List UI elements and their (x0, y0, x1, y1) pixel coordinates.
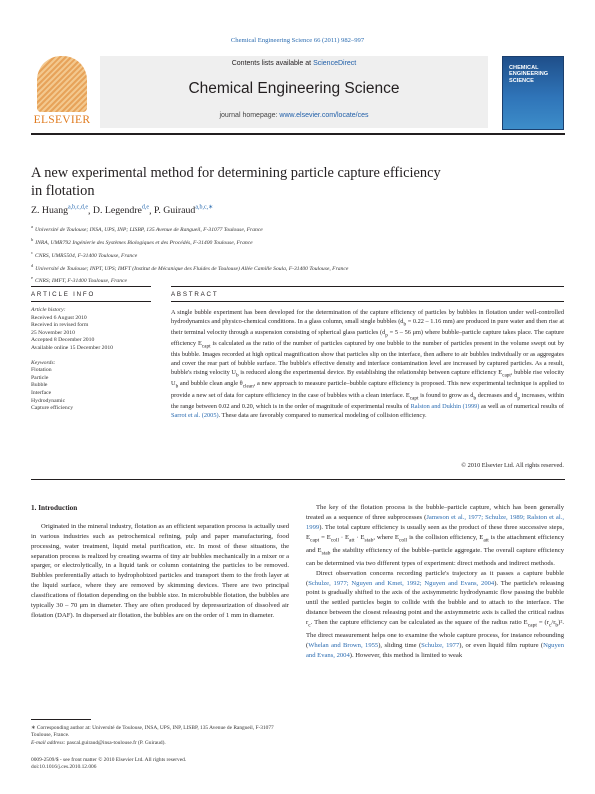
issn-line: 0009-2509/$ - see front matter © 2010 Elsevier Ltd. All rights reserved. (31, 757, 187, 763)
history-item: 25 November 2010 (31, 329, 75, 336)
journal-masthead (100, 56, 488, 128)
article-title: A new experimental method for determining particle capture efficiency in flotation (31, 165, 441, 199)
sciencedirect-link[interactable]: ScienceDirect (313, 60, 357, 67)
journal-title: Chemical Engineering Science (188, 80, 400, 97)
keyword: Particle (31, 374, 49, 381)
keyword: Bubble (31, 382, 48, 389)
keyword: Interface (31, 389, 52, 396)
abstract-text: A single bubble experiment has been developed for the determination of the capture efficiency of particles by bubbles in flotation under well-controlled hydrodynamics and physico-chemical conditions. In a glass column, small single bubbles ($d_b = 0.22 - 1.16$ mm) are produced in pure water and then rise at their terminal velocity through a suspension consisting of spherical glass particles ($d_p = 5 - 56$ μm) where bubble–particle capture takes place. The capture efficiency $E_{capt}$ is calculated as the ratio of the number of particles captured by one bubble to the number of particles present in the volume swept out by this bubble. Images recorded at high optical magnification show that particles slip on the interface, then adhere to air bubbles individually or as aggregates and cover the rear part of bubble surface. The bubble's effective density and interface contamination level are increased by captured particles. As a result, bubble's rising velocity $U_b$ is reduced along the experimental device. By establishing the relationship between capture efficiency $E_{capt}$, bubble rise velocity $U_b$ and bubble clean angle $\theta_{clean}$, a new approach to measure particle–bubble capture efficiency is proposed. This new experimental technique is applied to provide a new set of data for capture efficiency in the case of bubbles with a clean interface. $E_{capt}$ is found to grow as $d_b$ decreases and $d_p$ increases, within the range between 0.02 and 0.20, which is in the order of magnitude of experimental results of Ralston and Dukhin (1999) as well as of numerical results of Sarrot et al. (2005). These data are favorably compared to numerical modeling of collision efficiency. (171, 309, 565, 419)
article-info (31, 307, 151, 413)
affiliation: $^b$INRA, UMR792 Ingénierie des Systèmes Biologiques et des Procédés, F-31400 Toulouse, France (31, 236, 253, 246)
keywords-label: Keywords: (31, 359, 56, 366)
affiliation: $^c$CNRS, UMR5504, F-31400 Toulouse, France (31, 249, 138, 259)
paragraph: Originated in the mineral industry, flotation as an efficient separation process is actually used in various industries such as petrochemical refining, pulp and paper manufacturing, food processing, water treatment, liquid metal purification, etc. In most of these situations, the separation process is realized by creating swarms of tiny air bubbles mechanically in a mixer or a sparger, or electrolytically, in a liquid tank or column containing the particles to be removed. Bubbles preferentially attach to hydrophobized particles and transport them to the froth layer at the liquid surface, where they are removed by skimming devices. There are two principal classifications of flotation depending on the bubble size. In microbubble flotation, the bubbles are typically 30 – 70 μm in diameter. They are often produced by depressurization of dissolved air flotation (DAF). In dispersed air flotation, the bubbles are on the order of 1 mm in diameter. (31, 523, 290, 619)
affiliation: $^a$Université de Toulouse; INSA, UPS, INP; LISBP, 135 Avenue de Rangueil, F-31077 Toulouse, France (31, 224, 263, 233)
contents-line: Contents lists available at ScienceDirect (231, 60, 357, 67)
cover-title: CHEMICAL ENGINEERING SCIENCE (509, 65, 549, 84)
footer-meta (31, 757, 289, 772)
keyword: Capture efficiency (31, 405, 74, 412)
paragraph: The key of the flotation process is the bubble–particle capture, which has been generally treated as a sequence of three subprocesses (Jameson et al., 1977; Schulze, 1989; Ralston et al., 1999). The total capture efficiency is usually seen as the product of these three successive steps, $E_{capt} = E_{coll} \cdot E_{att} \cdot E_{stab}$, where $E_{coll}$ is the collision efficiency, $E_{att}$ is the attachment efficiency and $E_{stab}$ the stability efficiency of the bubble–particle aggregate. The overall capture efficiency can be determined via two different types of experiment: direct methods and indirect methods. (306, 504, 564, 567)
paragraph: Direct observation concerns recording particle's trajectory as it passes a capture bubble (Schulze, 1977; Nguyen and Kmet, 1992; Nguyen and Evans, 2004). The particle's releasing point is gradually shifted to the axis of the axisymmetric hydrodynamic flow passing the bubble until the settled particles begin to collide with the bubble and to attach to the interface. The distance between the closest releasing point and the axisymmetric axis is called the critical radius $r_c$. Then the capture efficiency can be calculated as the square of the radius ratio $E_{capt} = (r_c/r_b)^2$. The direct measurement helps one to examine the whole capture process, for instance rebounding (Whelan and Brown, 1955), sliding time (Schulze, 1977), or even liquid film rupture (Nguyen and Evans, 2004). However, this method is limited to weak (306, 569, 565, 659)
corresponding-author: ∗ Corresponding author at: Université de Toulouse, INSA, UPS, INP, LISBP, 135 Avenue de Rangueil, F-31077 Toulouse, France. (31, 725, 274, 739)
affiliation: $^e$CNRS; IMFT, F-31400 Toulouse, France (31, 275, 127, 285)
citation-link[interactable]: Jameson et al., 1977; Schulze, 1989; Ralston et al., 1999 (306, 513, 564, 531)
abstract-heading: ABSTRACT (171, 291, 219, 298)
section-heading-introduction: 1. Introduction (31, 504, 78, 512)
elsevier-logo[interactable] (31, 56, 93, 130)
left-column (31, 522, 289, 620)
article-info-heading: ARTICLE INFO (31, 291, 96, 298)
citation-link[interactable]: Ralston and Dukhin (1999) (410, 402, 480, 410)
citation-link[interactable]: Schulze, 1977; Nguyen and Kmet, 1992; Nguyen and Evans, 2004 (308, 579, 495, 587)
citation-link[interactable]: Whelan and Brown, 1955 (308, 641, 379, 649)
citation-link[interactable]: Sarrot et al. (2005) (171, 411, 219, 419)
citation-link[interactable]: Schulze, 1977 (421, 641, 460, 649)
email-link[interactable]: pascal.guiraud@insa-toulouse.fr (P. Guiraud). (66, 739, 166, 746)
doi-line[interactable]: doi:10.1016/j.ces.2010.12.006 (31, 764, 97, 771)
journal-cover-image[interactable] (502, 56, 564, 130)
journal-reference[interactable]: Chemical Engineering Science 66 (2011) 982–997 (230, 37, 365, 44)
footnote (31, 725, 289, 747)
copyright: © 2010 Elsevier Ltd. All rights reserved. (461, 462, 564, 469)
author[interactable]: Z. Huang$^{a,b,c,d,e}$ (31, 205, 89, 217)
author[interactable]: D. Legendre$^{d,e}$ (92, 205, 150, 217)
right-column (306, 503, 564, 661)
history-label: Article history: (31, 307, 66, 313)
history-item: Received 6 August 2010 (31, 314, 87, 321)
keyword: Hydrodynamic (31, 397, 66, 404)
history-item: Available online 15 December 2010 (31, 344, 114, 351)
affiliation: $^d$Université de Toulouse; INPT, UPS; IMFT (Institut de Mécanique des Fluides de Toulouse) Allée Camille Soula, F-31400 Toulouse, France (31, 262, 349, 272)
email-line: E-mail address: pascal.guiraud@insa-toulouse.fr (P. Guiraud). (31, 739, 166, 746)
history-item: Accepted 8 December 2010 (31, 337, 95, 344)
publisher-name: ELSEVIER (33, 114, 91, 126)
affiliations (31, 222, 565, 286)
body-divider (31, 479, 565, 480)
history-item: Received in revised form (31, 322, 89, 329)
citation-link[interactable]: Nguyen and Evans, 2004 (306, 641, 564, 659)
keyword: Flotation (31, 367, 52, 374)
journal-homepage: journal homepage: www.elsevier.com/locate/ces (219, 112, 369, 119)
author-list: Z. Huang$^{a,b,c,d,e}$, D. Legendre$^{d,e}$, P. Guiraud$^{a,b,c,∗}$ (31, 205, 214, 217)
masthead-divider (31, 133, 565, 135)
abstract-rule (171, 286, 564, 287)
author[interactable]: P. Guiraud$^{a,b,c,∗}$ (153, 205, 214, 217)
elsevier-tree-icon (37, 56, 87, 112)
homepage-link[interactable]: www.elsevier.com/locate/ces (279, 112, 369, 119)
article-info-rule (31, 286, 151, 287)
